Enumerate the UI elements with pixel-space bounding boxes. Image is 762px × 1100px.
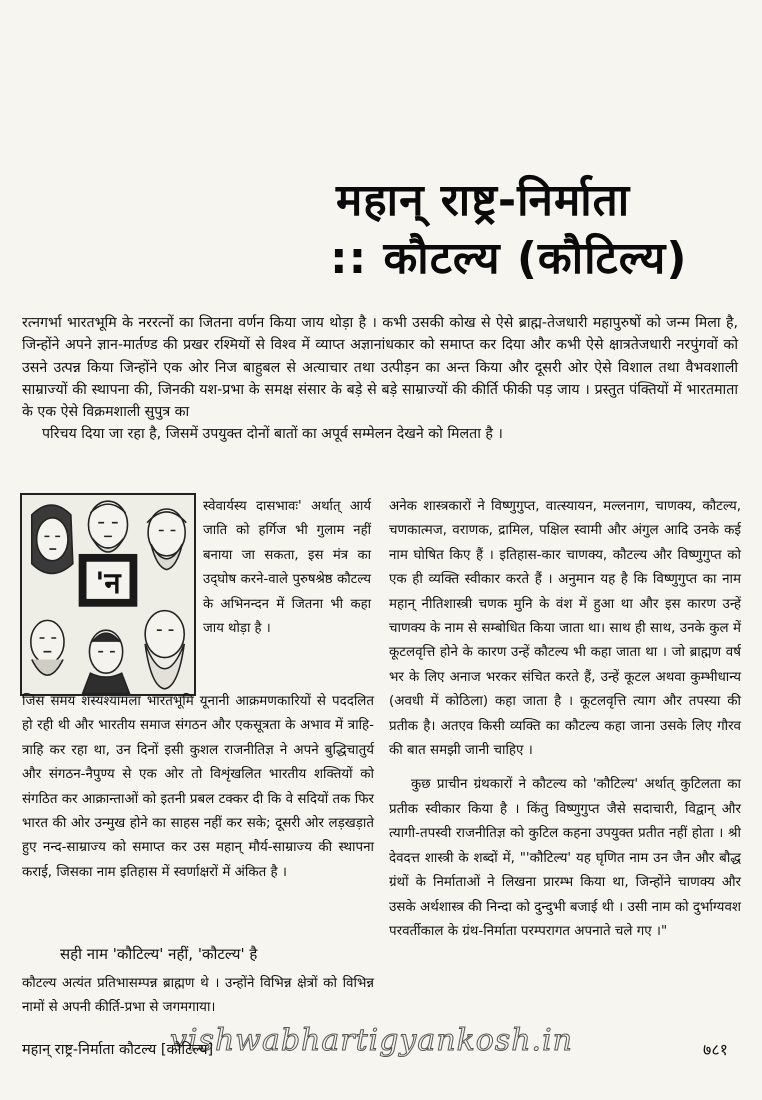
intro-paragraph xyxy=(22,312,738,446)
sage-face-1 xyxy=(32,505,73,573)
page-number: ७८१ xyxy=(703,1040,728,1059)
left-top-paragraph: स्वेवार्यस्य दासभावः' अर्थात् आर्य जाति को हर्गिज भी गुलाम नहीं बनाया जा सकता, इस मंत्र का उद्‌घोष करने-वाले पुरुषश्रेष्ठ कौटल्य के अभिनन्दन में जितना भी कहा जाय थोड़ा है । xyxy=(203,499,371,637)
intro-body: रत्नगर्भा भारतभूमि के नररत्नों का जितना वर्णन किया जाय थोड़ा है । कभी उसकी कोख से ऐसे ब्राह्म-तेजधारी महापुरुषों को जन्म मिला है, जिन्होंने अपने ज्ञान-मार्तण्ड की प्रखर रश्मियों से विश्व में व्याप्त अज्ञानांधकार को समाप्त कर दिया और कभी ऐसे क्षात्रतेजधारी नरपुंगवों को उसने उत्पन्न किया जिन्होंने एक ओर निज बाहुबल से अत्याचार तथा उत्पीड़न का अन्त किया और दूसरी ओर ऐसे विशाल तथा वैभवशाली साम्राज्यों की स्थापना की, जिनकी यश-प्रभा के समक्ष संसार के बड़े से बड़े साम्राज्यों की कीर्ति फीकी पड़ जाय । प्रस्तुत पंक्तियों में भारतमाता के एक ऐसे विक्रमशाली सुपुत्र का xyxy=(22,315,738,421)
section-subheading: सही नाम 'कौटिल्य' नहीं, 'कौटल्य' है xyxy=(60,945,258,963)
page-footer xyxy=(22,1038,738,1064)
title-line-2: :: कौटल्य (कौटिल्य) xyxy=(330,233,688,284)
title-line-1: महान् राष्ट्र-निर्माता xyxy=(336,175,631,226)
site-watermark: vishwabhartigyankosh.in xyxy=(170,1023,573,1058)
portrait-letter: 'न xyxy=(95,566,121,601)
sages-portrait-icon xyxy=(22,495,194,694)
left-bottom-paragraph: जिस समय शस्यश्यामला भारतभूमि यूनानी आक्रमणकारियों से पददलित हो रही थी और भारतीय समाज संगठन और एकसूत्रता के अभाव में त्राहि-त्राहि कर रहा था, उन दिनों इसी कुशल राजनीतिज्ञ ने अपने बुद्धिचातुर्य और संगठन-नैपुण्य से एक ओर तो विशृंखलित भारतीय शक्तियों को संगठित कर आक्रान्ताओं को इतनी प्रबल टक्कर दी कि वे सदियों तक फिर भारत की ओर उन्मुख होने का साहस नहीं कर सके; दूसरी ओर लड़खड़ाते हुए नन्द-साम्राज्य को समाप्त कर उस महान् मौर्य-साम्राज्य की स्थापना कराई, जिसका नाम इतिहास में स्वर्णाक्षरों में अंकित है । xyxy=(22,694,374,880)
right-column-body xyxy=(389,495,741,944)
letter-box xyxy=(79,554,138,607)
sages-portrait-image xyxy=(20,493,196,696)
intro-last-line: परिचय दिया जा रहा है, जिसमें उपयुक्त दोनों बातों का अपूर्व सम्मेलन देखने को मिलता है । xyxy=(42,426,503,443)
right-paragraph-1: अनेक शास्त्रकारों ने विष्णुगुप्त, वात्स्यायन, मल्लनाग, चाणक्य, कौटल्य, चणकात्मज, वराणक, द्रामिल, पक्षिल स्वामी और अंगुल आदि उनके कई नाम घोषित किए हैं । इतिहास-कार चाणक्य, कौटल्य और विष्णुगुप्त को एक ही व्यक्ति स्वीकार करते हैं । अनुमान यह है कि विष्णुगुप्त का नाम महान् नीतिशास्त्री चणक मुनि के वंश में हुआ था और इस कारण उन्हें चाणक्य के नाम से सम्बोधित किया जाता था। साथ ही साथ, उनके कुल में कूटलवृत्ति होने के कारण उन्हें कौटल्य भी कहा जाता था । जो ब्राह्मण वर्ष भर के लिए अनाज भरकर संचित करते हैं, उन्हें कूटल अथवा कुम्भीधान्य (अवधी में कोठिला) कहा जाता है । कूटलवृत्ति त्याग और तपस्या की प्रतीक है। अतएव किसी व्यक्ति का कौटल्य कहा जाना उसके लिए गौरव की बात समझी जानी चाहिए । xyxy=(389,499,741,759)
left-last-paragraph: कौटल्य अत्यंत प्रतिभासम्पन्न ब्राह्मण थे । उन्होंने विभिन्न क्षेत्रों को विभिन्न नामों से अपनी कीर्ति-प्रभा से जगमगाया। xyxy=(22,976,374,1016)
left-column-last xyxy=(22,972,374,1021)
article-title xyxy=(330,172,750,288)
sage-face-4 xyxy=(31,620,64,675)
left-column-top-text xyxy=(203,495,371,641)
footer-title: महान् राष्ट्र-निर्माता कौटल्य [कौटिल्य] xyxy=(22,1042,214,1058)
left-column-body xyxy=(22,690,374,885)
right-paragraph-2: कुछ प्राचीन ग्रंथकारों ने कौटल्य को 'कौटिल्य' अर्थात् कुटिलता का प्रतीक स्वीकार किया है । किंतु विष्णुगुप्त जैसे सदाचारी, विद्वान् और त्यागी-तपस्वी राजनीतिज्ञ को कुटिल कहना उपयुक्त प्रतीत नहीं होता । श्री देवदत्त शास्त्री के शब्दों में, "'कौटिल्य' यह घृणित नाम उन जैन और बौद्ध ग्रंथों के निर्माताओं ने लिखना प्रारम्भ किया था, जिन्होंने चाणक्य और उसके अर्थशास्त्र की निन्दा को दुन्दुभी बजाई थी । उसी नाम को दुर्भाग्यवश परवर्तीकाल के ग्रंथ-निर्माता परम्परागत अपनाते चले गए ।" xyxy=(389,777,741,939)
